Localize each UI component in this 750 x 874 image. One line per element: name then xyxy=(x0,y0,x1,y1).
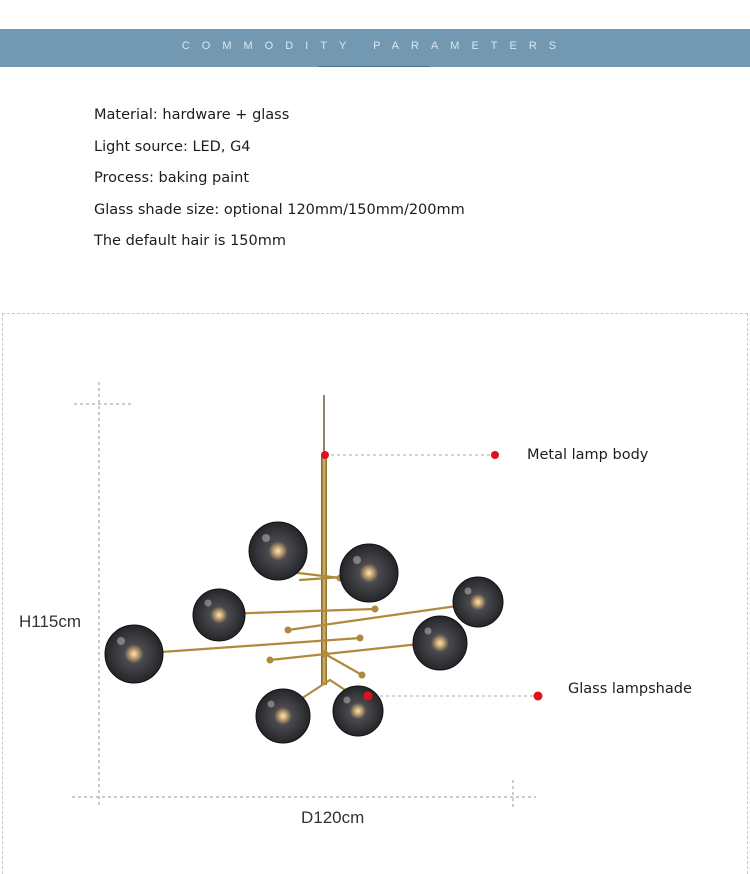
glass-lampshade-label: Glass lampshade xyxy=(568,681,692,697)
glass-globe xyxy=(193,589,245,641)
glass-globe xyxy=(105,625,163,683)
glass-globe xyxy=(256,689,310,743)
diameter-dimension-label: D120cm xyxy=(301,808,365,827)
spec-process: Process: baking paint xyxy=(94,170,250,186)
glass-globes xyxy=(105,522,503,743)
spec-shade-size: Glass shade size: optional 120mm/150mm/200mm xyxy=(94,201,465,218)
shade-marker-end xyxy=(534,692,543,701)
spec-material: Material: hardware + glass xyxy=(94,107,290,123)
glass-globe xyxy=(249,522,307,580)
body-marker-end xyxy=(491,451,499,459)
glass-globe xyxy=(340,544,398,602)
spec-default-size: The default hair is 150mm xyxy=(94,233,286,249)
glass-globe xyxy=(333,686,383,736)
banner-title: COMMODITY PARAMETERS xyxy=(181,40,569,52)
glass-globe xyxy=(453,577,503,627)
height-dimension-label: H115cm xyxy=(19,612,82,631)
glass-globe xyxy=(413,616,467,670)
shade-marker-start xyxy=(364,692,373,701)
metal-lamp-body-label: Metal lamp body xyxy=(527,447,649,463)
body-marker-start xyxy=(321,451,329,459)
spec-light-source: Light source: LED, G4 xyxy=(94,138,251,155)
